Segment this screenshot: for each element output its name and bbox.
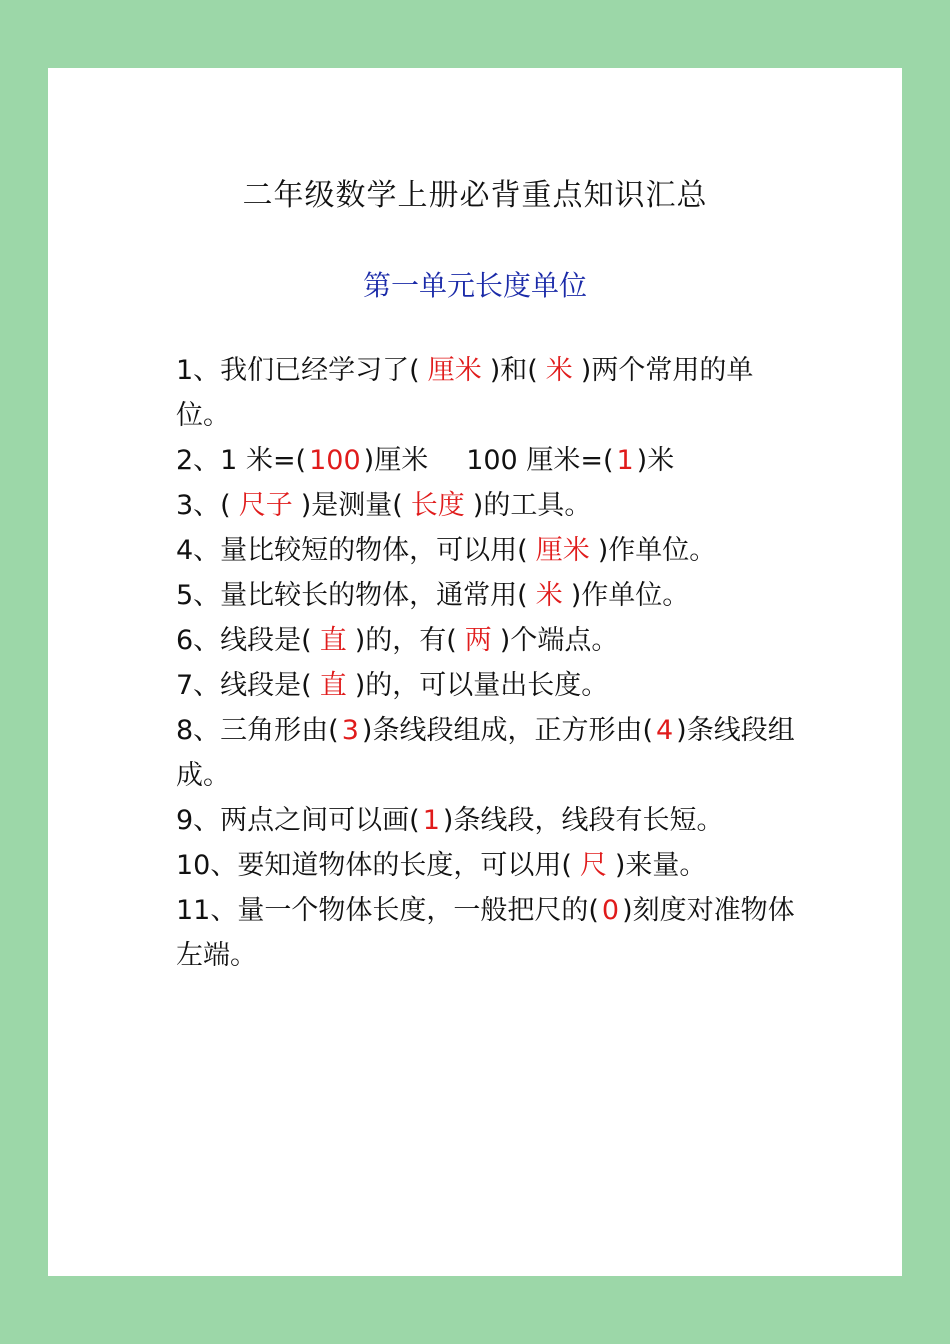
list-item: 7、线段是( 直 )的，可以量出长度。 <box>176 670 609 701</box>
answer-text: 厘米 <box>427 355 482 386</box>
list-item: 6、线段是( 直 )的，有( 两 )个端点。 <box>176 625 619 656</box>
answer-text: 4 <box>655 715 674 746</box>
answer-text: 两 <box>464 625 492 656</box>
list-item: 9、两点之间可以画( 1 )条线段，线段有长短。 <box>176 805 724 836</box>
list-item: 4、量比较短的物体，可以用( 厘米 )作单位。 <box>176 535 717 566</box>
answer-text: 直 <box>319 670 347 701</box>
knowledge-list <box>176 348 796 978</box>
answer-text: 厘米 <box>535 535 590 566</box>
answer-text: 0 <box>601 895 620 926</box>
answer-text: 尺 <box>579 850 607 881</box>
page-title: 二年级数学上册必背重点知识汇总 <box>242 178 708 213</box>
list-item: 5、量比较长的物体，通常用( 米 )作单位。 <box>176 580 690 611</box>
list-item: 10、要知道物体的长度，可以用( 尺 )来量。 <box>176 850 707 881</box>
answer-text: 长度 <box>410 490 465 521</box>
answer-text: 米 <box>545 355 573 386</box>
answer-text: 直 <box>319 625 347 656</box>
list-item: 1、我们已经学习了( 厘米 )和( 米 )两个常用的单位。 <box>176 355 754 431</box>
unit-subtitle: 第一单元长度单位 <box>362 269 587 302</box>
answer-text: 100 <box>309 445 361 476</box>
answer-text: 3 <box>341 715 359 746</box>
answer-text: 尺子 <box>238 490 293 521</box>
answer-text: 1 <box>422 805 440 836</box>
list-item: 8、三角形由( 3 )条线段组成，正方形由( 4 )条线段组成。 <box>176 715 795 791</box>
answer-text: 1 <box>616 445 634 476</box>
worksheet-page <box>48 68 902 1276</box>
list-item: 11、量一个物体长度，一般把尺的( 0 )刻度对准物体左端。 <box>176 895 795 971</box>
list-item: 3、( 尺子 )是测量( 长度 )的工具。 <box>176 490 592 521</box>
list-item: 2、1 米=( 100 )厘米 100 厘米=( 1 )米 <box>176 445 675 476</box>
answer-text: 米 <box>535 580 563 611</box>
